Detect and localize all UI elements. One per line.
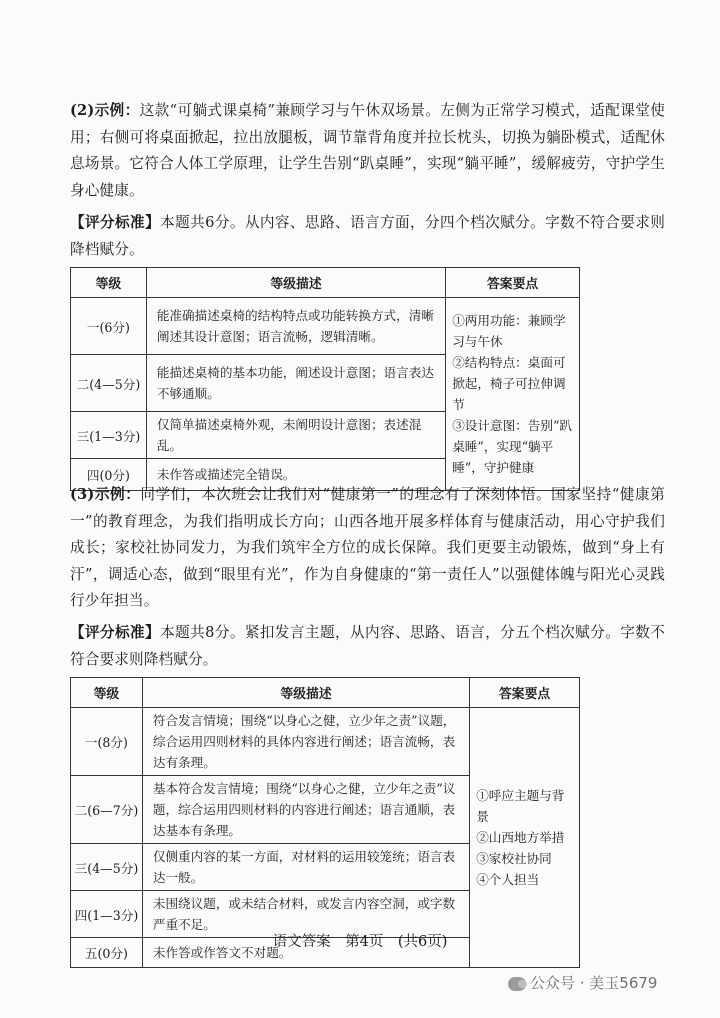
description-cell: 能描述桌椅的基本功能，阐述设计意图；语言表达不够通顺。 xyxy=(146,355,445,412)
header-key-points: 答案要点 xyxy=(470,678,580,708)
header-key-points: 答案要点 xyxy=(446,268,580,298)
description-cell: 符合发言情境；围绕“以身心之健，立少年之责”议题，综合运用四则材料的具体内容进行阐述；语言流畅，表达有条理。 xyxy=(142,708,469,776)
description-cell: 未围绕议题，或未结合材料，或发言内容空洞，或字数严重不足。 xyxy=(142,891,469,938)
criteria-2-text: 本题共6分。从内容、思路、语言方面，分四个档次赋分。字数不符合要求则降档赋分。 xyxy=(70,214,665,258)
key-point: ①呼应主题与背景 xyxy=(476,788,565,824)
key-points-cell xyxy=(446,298,580,491)
level-cell: 二(6—7分) xyxy=(71,776,143,844)
table-header-row xyxy=(71,268,580,298)
watermark-text: 公众号 · 美玉5679 xyxy=(530,974,658,992)
header-description: 等级描述 xyxy=(142,678,469,708)
example-3-text: 同学们，本次班会让我们对“健康第一”的理念有了深刻体悟。国家坚持“健康第一”的教育理念，为我们指明成长方向；山西各地开展多样体育与健康活动，用心守护我们成长；家校社协同发力，为我们筑牢全方位的成长保障。我们更要主动锻炼，做到“身上有汗”，调适心态，做到“眼里有光”，作为自身健康的“第一责任人”以强健体魄与阳光心灵践行少年担当。 xyxy=(70,486,665,609)
scoring-table-2 xyxy=(70,267,580,491)
description-cell: 未作答或描述完全错误。 xyxy=(146,459,445,491)
description-cell: 仅简单描述桌椅外观，未阐明设计意图；表述混乱。 xyxy=(146,412,445,459)
criteria-2-label: 【评分标准】 xyxy=(70,214,161,231)
key-points-cell xyxy=(470,708,580,968)
scoring-table-3 xyxy=(70,677,580,968)
description-cell: 基本符合发言情境；围绕“以身心之健，立少年之责”议题，综合运用四则材料的内容进行阐述；语言通顺，表达基本有条理。 xyxy=(142,776,469,844)
criteria-2-paragraph xyxy=(70,210,665,263)
header-level: 等级 xyxy=(71,268,147,298)
example-2-text: 这款“可躺式课桌椅”兼顾学习与午休双场景。左侧为正常学习模式，适配课堂使用；右侧可将桌面掀起，拉出放腿板，调节靠背角度并拉长枕头，切换为躺卧模式，适配休息场景。它符合人体工学原理，让学生告别“趴桌睡”，实现“躺平睡”，缓解疲劳，守护学生身心健康。 xyxy=(70,102,665,199)
example-3-label: (3)示例： xyxy=(70,486,141,503)
wechat-icon xyxy=(508,977,526,991)
watermark xyxy=(508,972,657,993)
key-point: ①两用功能：兼顾学习与午休 xyxy=(452,313,566,349)
key-point: ④个人担当 xyxy=(476,872,540,887)
header-description: 等级描述 xyxy=(146,268,445,298)
level-cell: 四(1—3分) xyxy=(71,891,143,938)
description-cell: 仅侧重内容的某一方面，对材料的运用较笼统；语言表达一般。 xyxy=(142,844,469,891)
key-point: ②结构特点：桌面可掀起，椅子可拉伸调节 xyxy=(452,355,566,412)
table-row xyxy=(71,708,580,776)
criteria-3-label: 【评分标准】 xyxy=(70,624,161,641)
level-cell: 一(6分) xyxy=(71,298,147,355)
criteria-3-paragraph xyxy=(70,620,665,673)
example-2-paragraph xyxy=(70,98,665,204)
header-level: 等级 xyxy=(71,678,143,708)
table-header-row xyxy=(71,678,580,708)
level-cell: 三(1—3分) xyxy=(71,412,147,459)
level-cell: 三(4—5分) xyxy=(71,844,143,891)
key-point: ③设计意图：告别“趴桌睡”，实现“躺平睡”，守护健康 xyxy=(452,418,572,475)
criteria-3-text: 本题共8分。紧扣发言主题，从内容、思路、语言，分五个档次赋分。字数不符合要求则降档赋分。 xyxy=(70,624,665,668)
level-cell: 一(8分) xyxy=(71,708,143,776)
level-cell: 二(4—5分) xyxy=(71,355,147,412)
key-point: ③家校社协同 xyxy=(476,851,552,866)
level-cell: 四(0分) xyxy=(71,459,147,491)
key-point: ②山西地方举措 xyxy=(476,830,565,845)
page-footer: 语文答案 第4页 (共6页) xyxy=(272,934,448,950)
table-row xyxy=(71,298,580,355)
level-cell: 五(0分) xyxy=(71,938,143,968)
description-cell: 能准确描述桌椅的结构特点或功能转换方式，清晰阐述其设计意图；语言流畅，逻辑清晰。 xyxy=(146,298,445,355)
description-cell: 未作答或作答文不对题。 xyxy=(142,938,469,968)
example-3-paragraph xyxy=(70,482,665,615)
example-2-label: (2)示例： xyxy=(70,102,140,119)
